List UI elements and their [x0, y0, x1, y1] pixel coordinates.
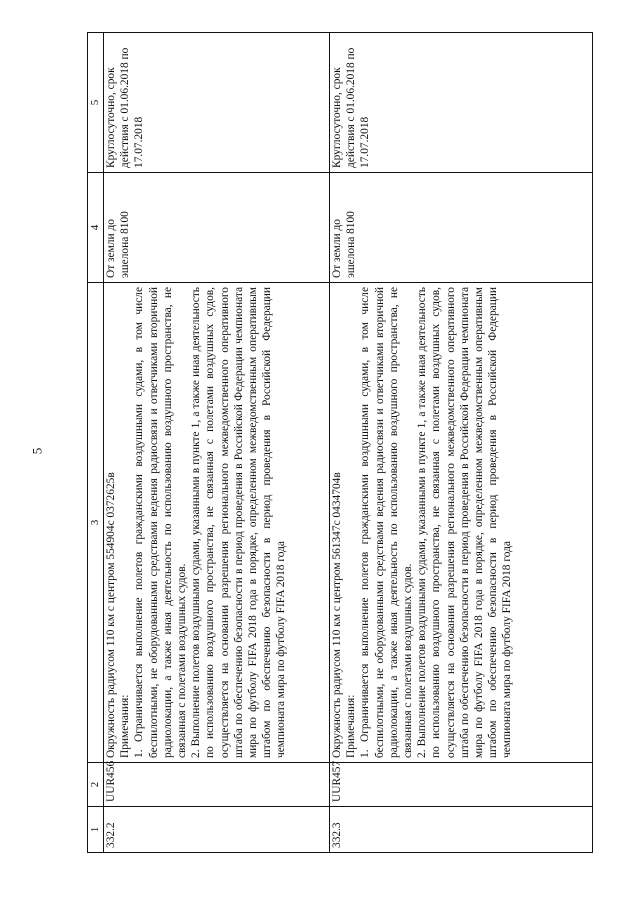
- airspace-restrictions-table: [87, 32, 593, 853]
- altitude-range: От земли до эшелона 8100: [104, 173, 330, 283]
- column-header: 3: [88, 283, 104, 763]
- row-number: 332.2: [104, 807, 330, 853]
- zone-geometry: Окружность радиусом 110 км с центром 561347с 0434704в: [331, 472, 343, 758]
- table-header-row: [88, 33, 104, 853]
- zone-geometry: Окружность радиусом 110 км с центром 554904с 0372625в: [105, 472, 117, 758]
- note-1: 1. Ограничивается выполнение полетов гражданскими воздушными судами, в том числе беспилотными, не оборудованными средствами ведения радиосвязи и ответчиками вторичной радиолокации, а также иная деятельность по использованию воздушного пространства, не связанная с полетами воздушных судов.: [359, 287, 415, 758]
- validity-period: Круглосуточно, срок действия с 01.06.2018 по 17.07.2018: [330, 33, 593, 173]
- table-row: [330, 33, 593, 853]
- column-header: 4: [88, 173, 104, 283]
- zone-description: [330, 283, 593, 763]
- altitude-range: От земли до эшелона 8100: [330, 173, 593, 283]
- row-number: 332.3: [330, 807, 593, 853]
- note-2: 2. Выполнение полетов воздушными судами, указанными в пункте 1, а также иная деятельность по использованию воздушного пространства, не связанная с полетами воздушных судов, осуществляется на основании разрешения регионального межведомственного оперативного штаба по обеспечению безопасности в период проведения в Российской Федерации чемпионата мира по футболу FIFA 2018 года в порядке, определенном межведомственным оперативным штабом по обеспечению безопасности в период проведения в Российской Федерации чемпионата мира по футболу FIFA 2018 года: [190, 287, 288, 758]
- zone-code: UUR457: [330, 763, 593, 807]
- table-row: [104, 33, 330, 853]
- column-header: 1: [88, 807, 104, 853]
- column-header: 2: [88, 763, 104, 807]
- notes-label: Примечания:: [119, 694, 132, 758]
- note-2: 2. Выполнение полетов воздушными судами, указанными в пункте 1, а также иная деятельность по использованию воздушного пространства, не связанная с полетами воздушных судов, осуществляется на основании разрешения регионального межведомственного оперативного штаба по обеспечению безопасности в период проведения в Российской Федерации чемпионата мира по футболу FIFA 2018 года в порядке, определенном межведомственным оперативным штабом по обеспечению безопасности в период проведения в Российской Федерации чемпионата мира по футболу FIFA 2018 года: [416, 287, 514, 758]
- airspace-restrictions-table-container: [87, 33, 603, 853]
- zone-description: [104, 283, 330, 763]
- page-number: 5: [29, 447, 45, 455]
- column-header: 5: [88, 33, 104, 173]
- note-1: 1. Ограничивается выполнение полетов гражданскими воздушными судами, в том числе беспилотными, не оборудованными средствами ведения радиосвязи и ответчиками вторичной радиолокации, а также иная деятельность по использованию воздушного пространства, не связанная с полетами воздушных судов.: [133, 287, 189, 758]
- notes-label: Примечания:: [345, 694, 358, 758]
- zone-code: UUR456: [104, 763, 330, 807]
- validity-period: Круглосуточно, срок действия с 01.06.2018 по 17.07.2018: [104, 33, 330, 173]
